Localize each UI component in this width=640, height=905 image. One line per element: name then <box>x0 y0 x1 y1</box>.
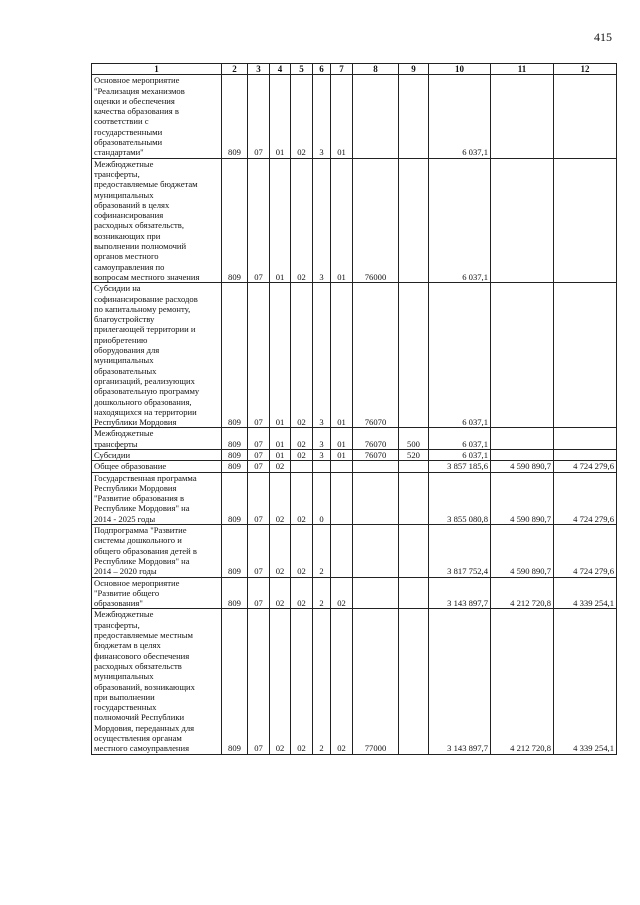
cell-c5: 02 <box>291 472 313 524</box>
cell-c5: 02 <box>291 449 313 460</box>
cell-c9 <box>399 577 429 609</box>
cell-c2: 809 <box>222 158 248 283</box>
cell-c7: 01 <box>331 283 353 428</box>
cell-c9 <box>399 609 429 754</box>
cell-c9 <box>399 158 429 283</box>
cell-c2: 809 <box>222 525 248 577</box>
cell-c9 <box>399 525 429 577</box>
cell-c10: 3 857 185,6 <box>429 461 491 472</box>
cell-c5 <box>291 461 313 472</box>
cell-c7: 01 <box>331 449 353 460</box>
cell-c12: 4 724 279,6 <box>554 525 617 577</box>
cell-c6: 3 <box>313 158 331 283</box>
cell-c4: 01 <box>270 158 291 283</box>
cell-c10: 6 037,1 <box>429 75 491 158</box>
cell-c7: 01 <box>331 158 353 283</box>
cell-c10: 3 855 080,8 <box>429 472 491 524</box>
cell-c6: 3 <box>313 283 331 428</box>
cell-c5: 02 <box>291 609 313 754</box>
cell-c7: 01 <box>331 75 353 158</box>
cell-c4: 02 <box>270 577 291 609</box>
table-header-row <box>92 64 617 75</box>
cell-c12 <box>554 158 617 283</box>
cell-c9: 500 <box>399 428 429 450</box>
cell-c3: 07 <box>248 609 270 754</box>
column-header: 12 <box>554 64 617 75</box>
cell-c7: 02 <box>331 609 353 754</box>
cell-c7 <box>331 525 353 577</box>
cell-c8: 77000 <box>353 609 399 754</box>
cell-c11 <box>491 449 554 460</box>
table-row <box>92 461 617 472</box>
table-row <box>92 449 617 460</box>
column-header: 5 <box>291 64 313 75</box>
cell-c12 <box>554 283 617 428</box>
cell-c5: 02 <box>291 75 313 158</box>
table-row <box>92 577 617 609</box>
cell-c10: 6 037,1 <box>429 428 491 450</box>
cell-c6: 3 <box>313 75 331 158</box>
row-name-cell: Подпрограмма "Развитие системы дошкольного и общего образования детей в Республике Мордовия" на 2014 – 2020 годы <box>92 525 222 577</box>
cell-c12: 4 724 279,6 <box>554 472 617 524</box>
cell-c2: 809 <box>222 461 248 472</box>
cell-c6: 2 <box>313 525 331 577</box>
cell-c11: 4 590 890,7 <box>491 461 554 472</box>
cell-c2: 809 <box>222 428 248 450</box>
cell-c2: 809 <box>222 577 248 609</box>
cell-c3: 07 <box>248 577 270 609</box>
cell-c4: 02 <box>270 525 291 577</box>
cell-c6: 0 <box>313 472 331 524</box>
row-name-cell: Субсидии на софинансирование расходов по капитальному ремонту, благоустройству прилегающей территории и приобретению оборудования для муниципальных образовательных организаций, реализующих образовательную программу дошкольного образования, находящихся на территории Республики Мордовия <box>92 283 222 428</box>
cell-c6 <box>313 461 331 472</box>
cell-c4: 01 <box>270 449 291 460</box>
cell-c2: 809 <box>222 75 248 158</box>
table-row <box>92 283 617 428</box>
cell-c8: 76070 <box>353 449 399 460</box>
cell-c5: 02 <box>291 577 313 609</box>
cell-c2: 809 <box>222 449 248 460</box>
cell-c3: 07 <box>248 472 270 524</box>
budget-table <box>91 63 617 755</box>
cell-c12: 4 339 254,1 <box>554 609 617 754</box>
cell-c6: 3 <box>313 428 331 450</box>
cell-c10: 6 037,1 <box>429 158 491 283</box>
row-name-cell: Межбюджетные трансферты, предоставляемые бюджетам муниципальных образований в целях софинансирования расходных обязательств, возникающих при выполнении полномочий органов местного самоуправления по вопросам местного значения <box>92 158 222 283</box>
column-header: 1 <box>92 64 222 75</box>
table-row <box>92 158 617 283</box>
cell-c9 <box>399 472 429 524</box>
row-name-cell: Межбюджетные трансферты, предоставляемые местным бюджетам в целях финансового обеспечения расходных обязательств муниципальных образований, возникающих при выполнении государственных полномочий Республики Мордовия, переданных для осуществления органам местного самоуправления <box>92 609 222 754</box>
table-row <box>92 472 617 524</box>
column-header: 6 <box>313 64 331 75</box>
column-header: 2 <box>222 64 248 75</box>
cell-c3: 07 <box>248 449 270 460</box>
cell-c4: 01 <box>270 428 291 450</box>
column-header: 11 <box>491 64 554 75</box>
cell-c11: 4 212 720,8 <box>491 609 554 754</box>
cell-c11 <box>491 75 554 158</box>
column-header: 7 <box>331 64 353 75</box>
row-name-cell: Субсидии <box>92 449 222 460</box>
cell-c11: 4 212 720,8 <box>491 577 554 609</box>
table-row <box>92 609 617 754</box>
cell-c9: 520 <box>399 449 429 460</box>
cell-c8 <box>353 75 399 158</box>
cell-c7: 02 <box>331 577 353 609</box>
column-header: 9 <box>399 64 429 75</box>
row-name-cell: Основное мероприятие "Реализация механизмов оценки и обеспечения качества образования в соответствии с государственными образовательными стандартами" <box>92 75 222 158</box>
cell-c5: 02 <box>291 158 313 283</box>
cell-c7 <box>331 461 353 472</box>
cell-c2: 809 <box>222 609 248 754</box>
cell-c12 <box>554 428 617 450</box>
cell-c9 <box>399 461 429 472</box>
cell-c11 <box>491 158 554 283</box>
cell-c7: 01 <box>331 428 353 450</box>
cell-c12 <box>554 75 617 158</box>
cell-c6: 2 <box>313 577 331 609</box>
cell-c10: 6 037,1 <box>429 449 491 460</box>
cell-c3: 07 <box>248 525 270 577</box>
cell-c10: 6 037,1 <box>429 283 491 428</box>
cell-c8 <box>353 577 399 609</box>
cell-c3: 07 <box>248 428 270 450</box>
cell-c6: 2 <box>313 609 331 754</box>
cell-c8: 76070 <box>353 428 399 450</box>
cell-c3: 07 <box>248 283 270 428</box>
cell-c5: 02 <box>291 525 313 577</box>
table-row <box>92 525 617 577</box>
cell-c5: 02 <box>291 428 313 450</box>
cell-c11: 4 590 890,7 <box>491 525 554 577</box>
column-header: 8 <box>353 64 399 75</box>
cell-c4: 02 <box>270 461 291 472</box>
cell-c8 <box>353 461 399 472</box>
cell-c5: 02 <box>291 283 313 428</box>
cell-c8: 76000 <box>353 158 399 283</box>
cell-c10: 3 143 897,7 <box>429 577 491 609</box>
column-header: 10 <box>429 64 491 75</box>
column-header: 4 <box>270 64 291 75</box>
cell-c11 <box>491 428 554 450</box>
row-name-cell: Государственная программа Республики Мордовия "Развитие образования в Республике Мордовия" на 2014 - 2025 годы <box>92 472 222 524</box>
cell-c4: 01 <box>270 283 291 428</box>
row-name-cell: Основное мероприятие "Развитие общего образования" <box>92 577 222 609</box>
page-number: 415 <box>594 30 612 44</box>
cell-c12 <box>554 449 617 460</box>
cell-c11: 4 590 890,7 <box>491 472 554 524</box>
cell-c7 <box>331 472 353 524</box>
cell-c10: 3 143 897,7 <box>429 609 491 754</box>
cell-c8 <box>353 472 399 524</box>
row-name-cell: Общее образование <box>92 461 222 472</box>
cell-c6: 3 <box>313 449 331 460</box>
cell-c4: 01 <box>270 75 291 158</box>
column-header: 3 <box>248 64 270 75</box>
table-row <box>92 428 617 450</box>
cell-c12: 4 339 254,1 <box>554 577 617 609</box>
cell-c9 <box>399 283 429 428</box>
cell-c3: 07 <box>248 75 270 158</box>
cell-c10: 3 817 752,4 <box>429 525 491 577</box>
cell-c3: 07 <box>248 461 270 472</box>
cell-c4: 02 <box>270 472 291 524</box>
cell-c8: 76070 <box>353 283 399 428</box>
table-row <box>92 75 617 158</box>
cell-c2: 809 <box>222 472 248 524</box>
cell-c2: 809 <box>222 283 248 428</box>
cell-c3: 07 <box>248 158 270 283</box>
cell-c12: 4 724 279,6 <box>554 461 617 472</box>
row-name-cell: Межбюджетные трансферты <box>92 428 222 450</box>
cell-c9 <box>399 75 429 158</box>
cell-c4: 02 <box>270 609 291 754</box>
cell-c8 <box>353 525 399 577</box>
cell-c11 <box>491 283 554 428</box>
